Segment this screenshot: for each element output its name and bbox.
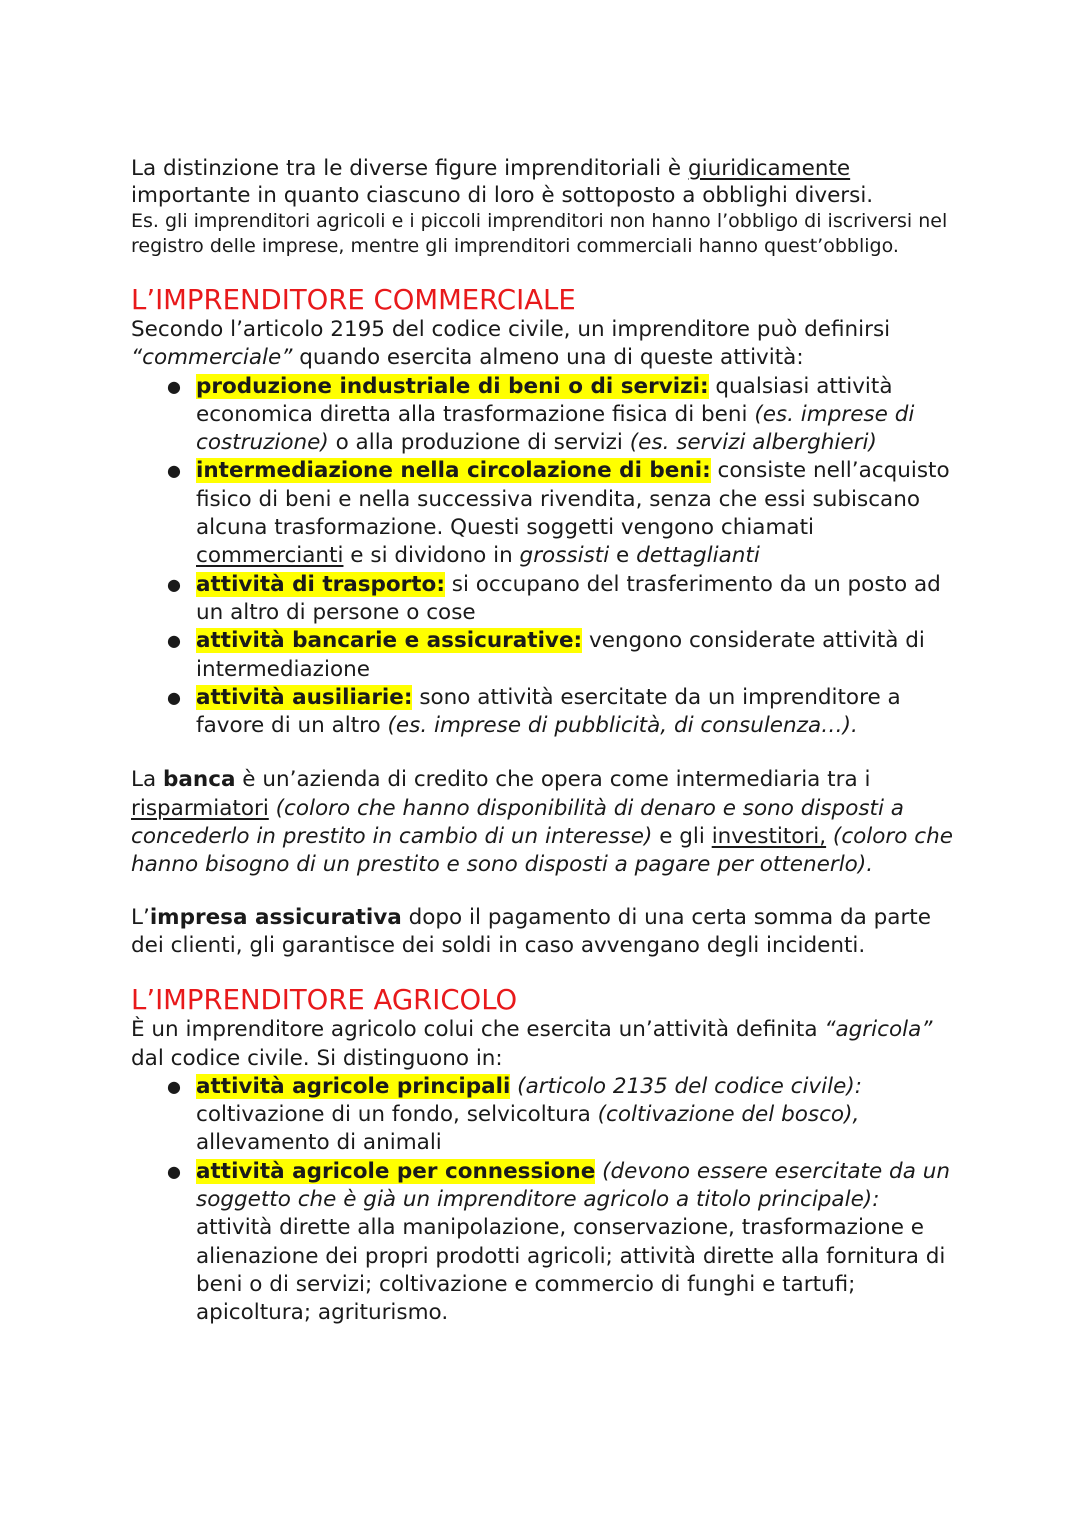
item-text: o alla produzione di servizi — [328, 430, 630, 456]
lead-text-end: dal codice civile. Si distinguono in: — [131, 1045, 503, 1071]
list-item — [131, 684, 961, 741]
lead-italic: “agricola” — [824, 1017, 933, 1043]
bullet-icon: ● — [167, 461, 181, 481]
agricolo-list — [131, 1073, 961, 1328]
banca-text: e gli — [652, 824, 712, 850]
list-item — [131, 571, 961, 628]
assicurativa-bold: impresa assicurativa — [149, 904, 402, 930]
commerciale-list — [131, 373, 961, 741]
intro-example: Es. gli imprenditori agricoli e i piccoli imprenditori non hanno l’obbligo di iscriversi nel registro delle imprese, mentre gli imprenditori commerciali hanno quest’obbligo. — [131, 210, 948, 257]
lead-text-end: quando esercita almeno una di queste attività: — [292, 345, 804, 371]
item-italic: dettaglianti — [636, 543, 760, 569]
highlight: attività agricole principali — [196, 1073, 511, 1099]
bullet-icon: ● — [167, 1076, 181, 1096]
intro-paragraph — [131, 155, 961, 209]
list-item — [131, 627, 961, 684]
item-text: consiste nell’acquisto fisico di beni e nella successiva rivendita, senza che essi subiscano alcuna trasformazione. Questi soggetti vengono chiamati — [196, 458, 950, 541]
intro-text: La distinzione tra le diverse figure imprenditoriali è — [131, 156, 688, 181]
highlight: attività di trasporto: — [196, 571, 445, 597]
highlight: attività agricole per connessione — [196, 1158, 596, 1184]
item-text: coltivazione di un fondo, selvicoltura — [196, 1102, 598, 1128]
lead-text: Secondo l’articolo 2195 del codice civile, un imprenditore può definirsi — [131, 317, 891, 342]
banca-italic: (coloro che hanno disponibilità di denaro e sono disposti a concederlo in prestito in cambio di un interesse) — [131, 795, 904, 850]
bullet-icon: ● — [167, 631, 181, 651]
list-item — [131, 457, 961, 570]
item-italic: (articolo 2135 del codice civile): — [510, 1073, 862, 1099]
assicurativa-paragraph — [131, 904, 961, 961]
list-item — [131, 1073, 961, 1158]
banca-underlined: investitori, — [711, 824, 827, 850]
list-item — [131, 373, 961, 458]
heading-agricolo: L’IMPRENDITORE AGRICOLO — [131, 984, 518, 1017]
item-text: si occupano del trasferimento da un posto ad un altro di persone o cose — [196, 571, 941, 625]
assicurativa-text: dopo il pagamento di una certa somma da parte dei clienti, gli garantisce dei soldi in caso avvengano degli incidenti. — [131, 904, 931, 958]
item-text: vengono considerate attività di intermediazione — [196, 628, 925, 682]
lead-italic: “commerciale” — [131, 345, 293, 371]
bullet-icon: ● — [167, 574, 181, 594]
item-text: allevamento di animali — [196, 1130, 442, 1156]
item-text: sono attività esercitate da un imprenditore a favore di un altro — [196, 684, 901, 739]
bullet-icon: ● — [167, 687, 181, 707]
item-text: e — [609, 543, 637, 569]
bullet-icon: ● — [167, 376, 181, 396]
item-underlined: commercianti — [196, 543, 344, 569]
item-italic: (devono essere esercitate da un soggetto che è già un imprenditore agricolo a titolo principale): — [196, 1158, 950, 1213]
item-italic: (es. servizi alberghieri) — [629, 430, 877, 456]
item-italic: grossisti — [519, 543, 610, 569]
item-italic: (es. imprese di costruzione) — [196, 401, 915, 456]
banca-paragraph — [131, 766, 961, 879]
highlight: attività ausiliarie: — [196, 684, 413, 710]
banca-bold: banca — [163, 767, 236, 793]
list-item — [131, 1158, 961, 1328]
banca-underlined: risparmiatori — [131, 795, 269, 821]
assicurativa-text: L’ — [131, 904, 150, 930]
highlight: intermediazione nella circolazione di beni: — [196, 458, 711, 484]
banca-text: è un’azienda di credito che opera come intermediaria tra i — [235, 767, 871, 793]
item-italic: (coltivazione del bosco), — [597, 1102, 860, 1128]
intro-text-end: importante in quanto ciascuno di loro è sottoposto a obblighi diversi. — [131, 183, 874, 208]
agricolo-lead — [131, 1016, 961, 1073]
heading-commerciale: L’IMPRENDITORE COMMERCIALE — [131, 284, 576, 316]
banca-italic: (coloro che hanno bisogno di un prestito e sono disposti a pagare per ottenerlo). — [131, 824, 953, 878]
commerciale-lead — [131, 316, 961, 373]
item-italic: (es. imprese di pubblicità, di consulenza…). — [387, 713, 858, 739]
document-page — [131, 155, 961, 1328]
item-text: e si dividono in — [343, 543, 520, 569]
intro-underlined-word: giuridicamente — [688, 156, 851, 181]
banca-text: La — [131, 767, 163, 793]
bullet-icon: ● — [167, 1161, 181, 1181]
item-text: attività dirette alla manipolazione, conservazione, trasformazione e alienazione dei propri prodotti agricoli; attività dirette alla fornitura di beni o di servizi; coltivazione e commercio di funghi e tartufi; apicoltura; agriturismo. — [196, 1215, 946, 1326]
lead-text: È un imprenditore agricolo colui che esercita un’attività definita — [131, 1017, 825, 1043]
highlight: attività bancarie e assicurative: — [196, 628, 583, 654]
item-text: qualsiasi attività economica diretta alla trasformazione fisica di beni — [196, 373, 893, 427]
highlight: produzione industriale di beni o di servizi: — [196, 373, 709, 399]
